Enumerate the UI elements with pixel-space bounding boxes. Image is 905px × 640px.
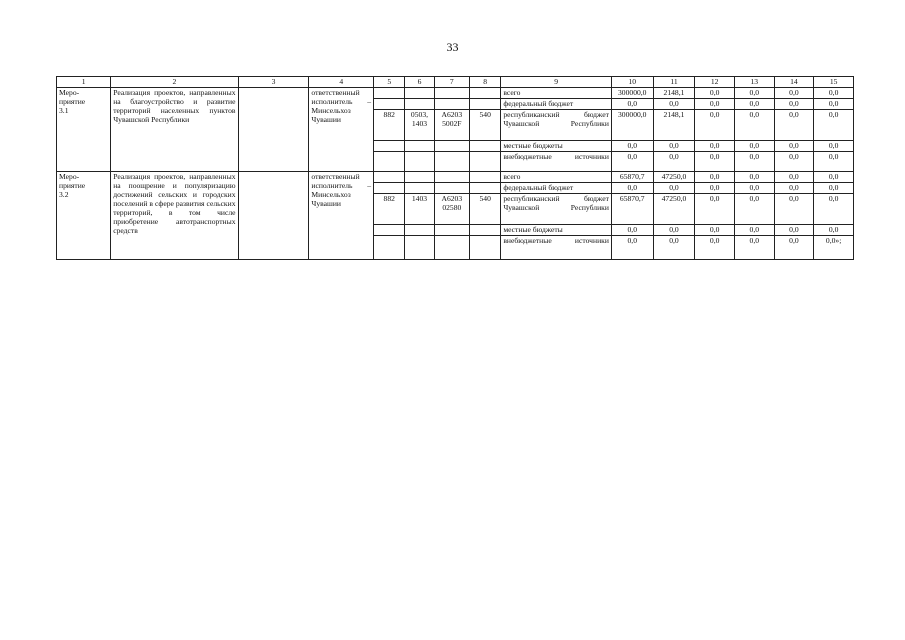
code-cell-6 [405,236,434,260]
value-cell-13: 0,0 [734,183,774,194]
value-cell-14: 0,0 [774,194,814,225]
value-cell-15: 0,0 [814,141,854,152]
event-executor: ответственный исполнитель – Минсельхоз Чувашии [309,172,374,260]
funding-source: местные бюджеты [501,225,612,236]
funding-source: внебюджетные источники [501,236,612,260]
code-cell-7 [434,225,469,236]
value-cell-10: 0,0 [611,99,653,110]
code-cell-5 [374,141,405,152]
code-cell-6 [405,225,434,236]
value-cell-13: 0,0 [734,110,774,141]
funding-source: всего [501,172,612,183]
value-cell-11: 0,0 [653,99,695,110]
value-cell-15: 0,0 [814,225,854,236]
code-cell-5 [374,99,405,110]
value-cell-14: 0,0 [774,110,814,141]
value-cell-10: 300000,0 [611,88,653,99]
value-cell-11: 47250,0 [653,172,695,183]
value-cell-12: 0,0 [695,236,735,260]
value-cell-14: 0,0 [774,183,814,194]
value-cell-11: 0,0 [653,225,695,236]
code-cell-7 [434,88,469,99]
code-expense-type: 540 [470,194,501,225]
code-cell-8 [470,99,501,110]
value-cell-10: 0,0 [611,236,653,260]
budget-table [56,76,854,260]
code-expense-type: 540 [470,110,501,141]
column-header-9: 9 [501,77,612,88]
page-number: 33 [446,40,459,54]
funding-source: федеральный бюджет [501,99,612,110]
code-cell-7 [434,183,469,194]
funding-source: республиканский бюджет Чувашской Республики [501,110,612,141]
value-cell-15: 0,0 [814,88,854,99]
code-cell-8 [470,172,501,183]
code-cell-5 [374,183,405,194]
event-column-3 [238,172,309,260]
code-section: 1403 [405,194,434,225]
column-header-8: 8 [470,77,501,88]
code-cell-7 [434,99,469,110]
code-section: 0503, 1403 [405,110,434,141]
code-cell-8 [470,152,501,172]
value-cell-10: 300000,0 [611,110,653,141]
value-cell-15: 0,0»; [814,236,854,260]
value-cell-10: 0,0 [611,225,653,236]
funding-source: внебюджетные источники [501,152,612,172]
column-header-14: 14 [774,77,814,88]
value-cell-14: 0,0 [774,88,814,99]
code-cell-8 [470,225,501,236]
event-id: Меро- приятие 3.1 [57,88,111,172]
value-cell-14: 0,0 [774,99,814,110]
value-cell-12: 0,0 [695,225,735,236]
value-cell-13: 0,0 [734,152,774,172]
value-cell-12: 0,0 [695,183,735,194]
event-executor: ответственный исполнитель – Минсельхоз Чувашии [309,88,374,172]
value-cell-11: 2148,1 [653,88,695,99]
value-cell-14: 0,0 [774,152,814,172]
code-grbs: 882 [374,194,405,225]
code-cell-7 [434,172,469,183]
code-cell-8 [470,88,501,99]
code-cell-5 [374,88,405,99]
value-cell-12: 0,0 [695,172,735,183]
value-cell-15: 0,0 [814,194,854,225]
event-column-3 [238,88,309,172]
code-cell-8 [470,236,501,260]
code-cell-8 [470,141,501,152]
value-cell-10: 0,0 [611,183,653,194]
funding-source: республиканский бюджет Чувашской Республики [501,194,612,225]
table-row [57,88,854,99]
value-cell-12: 0,0 [695,194,735,225]
code-cell-6 [405,99,434,110]
code-cell-5 [374,236,405,260]
value-cell-10: 65870,7 [611,194,653,225]
value-cell-11: 0,0 [653,141,695,152]
value-cell-11: 47250,0 [653,194,695,225]
value-cell-10: 0,0 [611,152,653,172]
table-row [57,172,854,183]
code-cell-5 [374,152,405,172]
value-cell-11: 2148,1 [653,110,695,141]
event-description: Реализация проектов, направленных на благоустройство и развитие территорий населенных пунктов Чувашской Республики [111,88,238,172]
event-id: Меро- приятие 3.2 [57,172,111,260]
code-cell-7 [434,152,469,172]
value-cell-11: 0,0 [653,152,695,172]
header-row [57,77,854,88]
code-cell-7 [434,141,469,152]
column-header-11: 11 [653,77,695,88]
column-header-6: 6 [405,77,434,88]
column-header-5: 5 [374,77,405,88]
column-header-4: 4 [309,77,374,88]
value-cell-13: 0,0 [734,88,774,99]
value-cell-13: 0,0 [734,225,774,236]
code-cell-8 [470,183,501,194]
code-cell-5 [374,172,405,183]
value-cell-13: 0,0 [734,172,774,183]
value-cell-12: 0,0 [695,110,735,141]
code-cell-6 [405,141,434,152]
code-target-article: А6203 02580 [434,194,469,225]
funding-source: всего [501,88,612,99]
value-cell-12: 0,0 [695,88,735,99]
value-cell-15: 0,0 [814,183,854,194]
value-cell-14: 0,0 [774,236,814,260]
code-cell-6 [405,172,434,183]
code-cell-5 [374,225,405,236]
code-grbs: 882 [374,110,405,141]
value-cell-14: 0,0 [774,172,814,183]
funding-source: местные бюджеты [501,141,612,152]
funding-source: федеральный бюджет [501,183,612,194]
code-cell-6 [405,183,434,194]
value-cell-10: 65870,7 [611,172,653,183]
value-cell-15: 0,0 [814,110,854,141]
column-header-7: 7 [434,77,469,88]
column-header-1: 1 [57,77,111,88]
value-cell-13: 0,0 [734,99,774,110]
value-cell-13: 0,0 [734,141,774,152]
value-cell-12: 0,0 [695,99,735,110]
code-cell-6 [405,152,434,172]
value-cell-13: 0,0 [734,194,774,225]
value-cell-14: 0,0 [774,141,814,152]
value-cell-10: 0,0 [611,141,653,152]
event-description: Реализация проектов, направленных на поощрение и популяризацию достижений сельских и городских поселений в сфере развития сельских территорий, в том числе приобретение автотранспортных средств [111,172,238,260]
value-cell-15: 0,0 [814,152,854,172]
column-header-2: 2 [111,77,238,88]
column-header-3: 3 [238,77,309,88]
value-cell-15: 0,0 [814,99,854,110]
column-header-12: 12 [695,77,735,88]
value-cell-12: 0,0 [695,141,735,152]
value-cell-11: 0,0 [653,236,695,260]
code-cell-7 [434,236,469,260]
value-cell-15: 0,0 [814,172,854,183]
value-cell-13: 0,0 [734,236,774,260]
value-cell-12: 0,0 [695,152,735,172]
column-header-15: 15 [814,77,854,88]
value-cell-14: 0,0 [774,225,814,236]
column-header-13: 13 [734,77,774,88]
code-cell-6 [405,88,434,99]
code-target-article: А6203 5002F [434,110,469,141]
column-header-10: 10 [611,77,653,88]
value-cell-11: 0,0 [653,183,695,194]
